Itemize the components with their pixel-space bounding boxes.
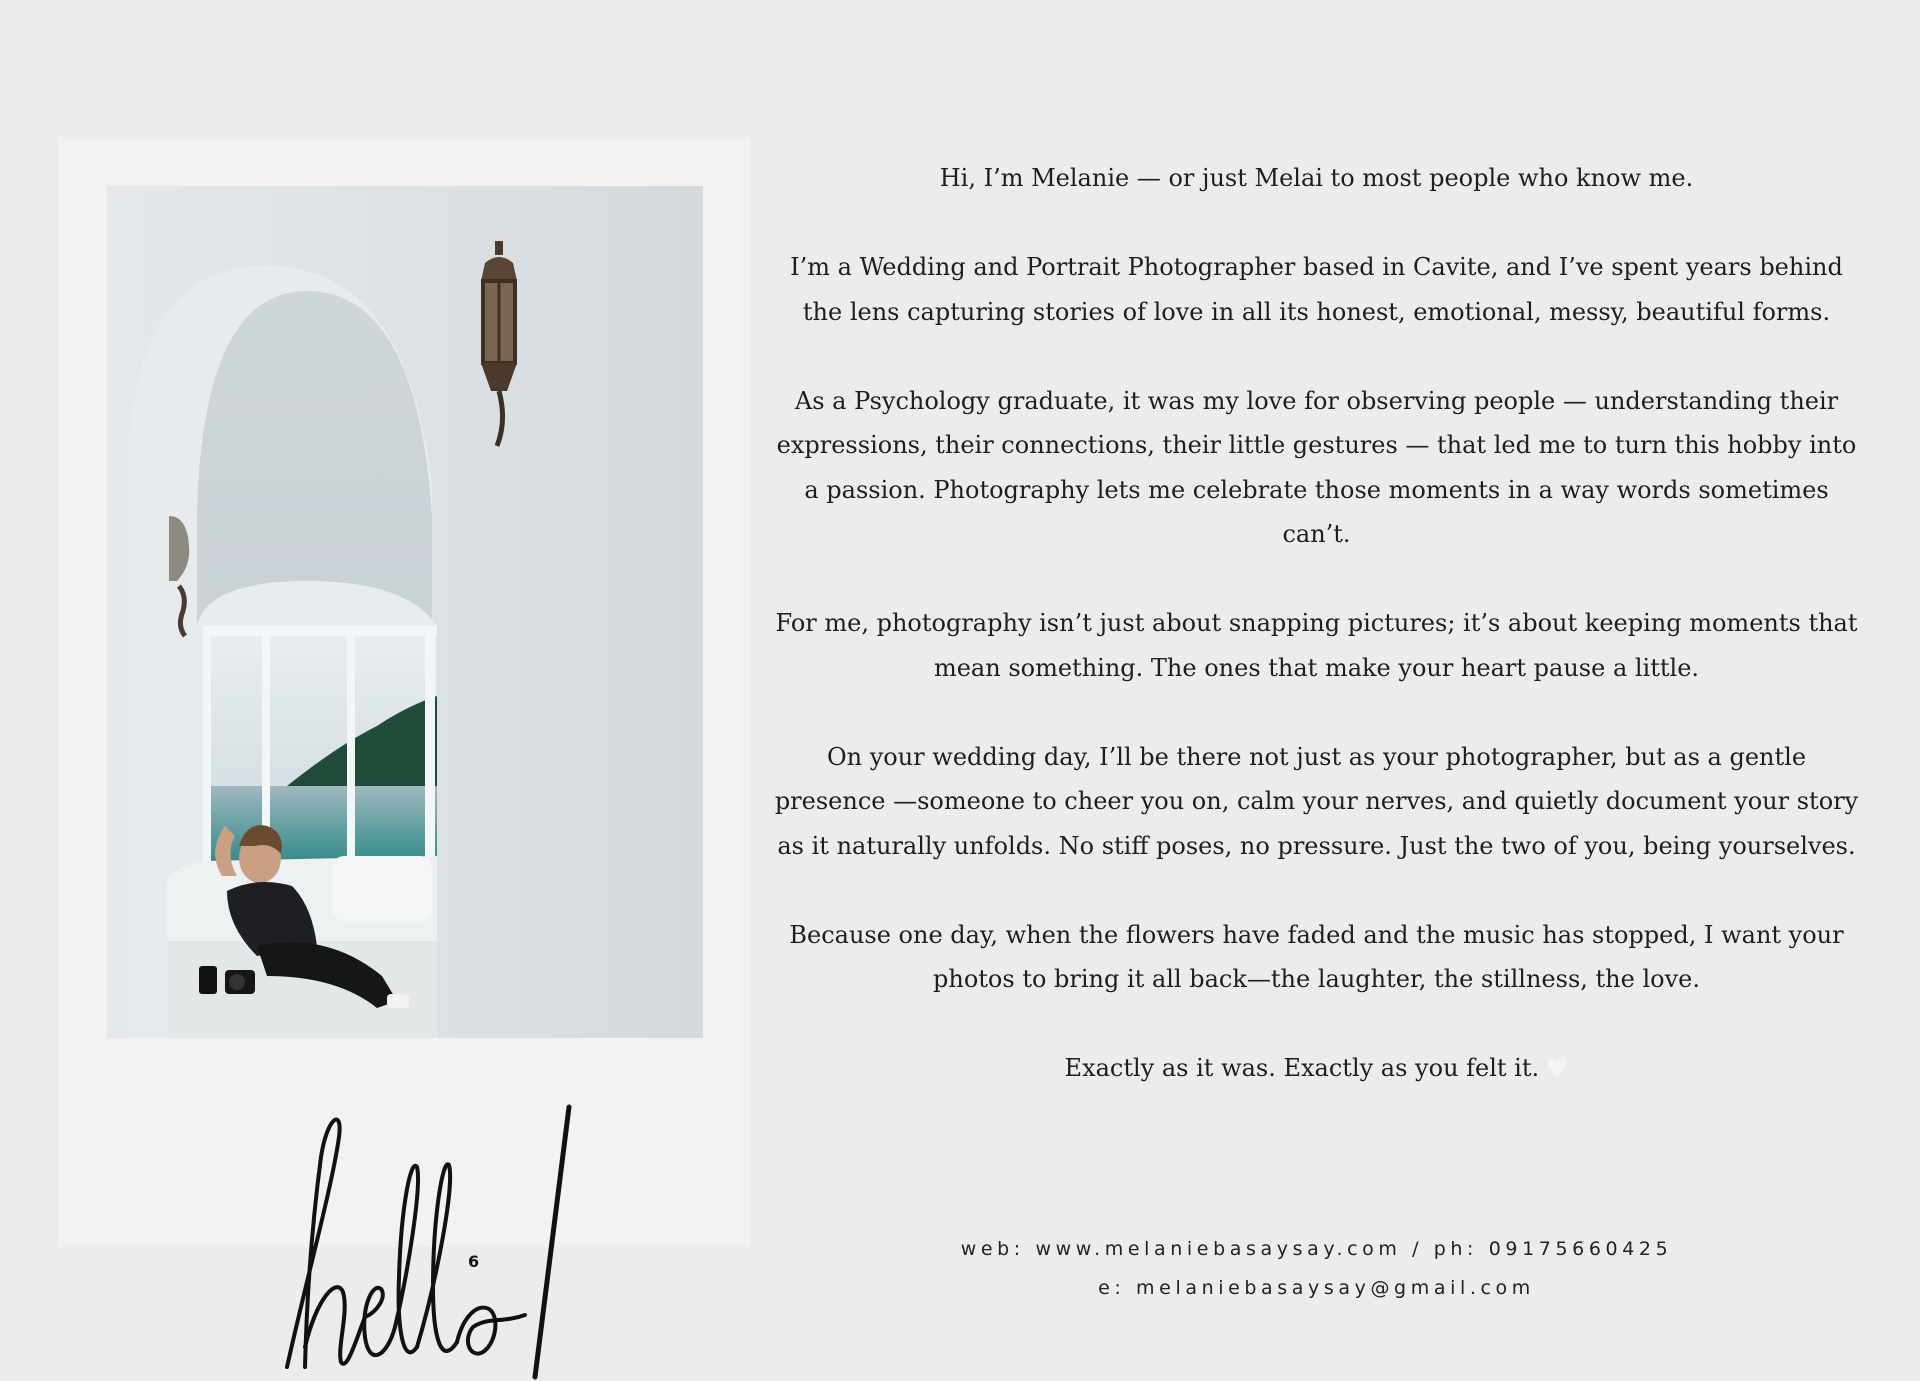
- bio-paragraph: On your wedding day, I’ll be there not just as your photographer, but as a gentle presence —someone to cheer you on, calm your nerves, and quietly document your story as it naturally unfolds. No stiff poses, no pressure. Just the two of you, being yourselves.: [774, 742, 1859, 860]
- bio-paragraph-closing: [770, 1046, 1863, 1092]
- bio-paragraph: Hi, I’m Melanie — or just Melai to most people who know me.: [939, 164, 1694, 192]
- photographer-portrait-photo: [107, 186, 703, 1038]
- closing-text: Exactly as it was. Exactly as you felt it.: [1064, 1054, 1540, 1082]
- hello-script-heading: [277, 1077, 587, 1377]
- bio-text: [770, 156, 1863, 1136]
- heart-icon: ♥: [1545, 1054, 1569, 1085]
- hello-script-lettering: [277, 1077, 587, 1377]
- page-number: 6: [468, 1252, 480, 1271]
- bio-paragraph: I’m a Wedding and Portrait Photographer based in Cavite, and I’ve spent years behind the lens capturing stories of love in all its honest, emotional, messy, beautiful forms.: [790, 253, 1843, 326]
- bio-paragraph: Because one day, when the flowers have faded and the music has stopped, I want your photos to bring it all back—the laughter, the stillness, the love.: [789, 920, 1844, 993]
- contact-web-phone: web: www.melaniebasaysay.com / ph: 09175660425: [960, 1238, 1673, 1260]
- polaroid-frame: [59, 137, 751, 1247]
- contact-email: e: melaniebasaysay@gmail.com: [1098, 1277, 1535, 1299]
- contact-info: [790, 1230, 1843, 1308]
- bio-paragraph: As a Psychology graduate, it was my love for observing people — understanding their expressions, their connections, their little gestures — that led me to turn this hobby into a passion. Photography lets me celebrate those moments in a way words sometimes can’t.: [776, 386, 1857, 548]
- bio-paragraph: For me, photography isn’t just about snapping pictures; it’s about keeping moments that mean something. The ones that make your heart pause a little.: [775, 609, 1858, 682]
